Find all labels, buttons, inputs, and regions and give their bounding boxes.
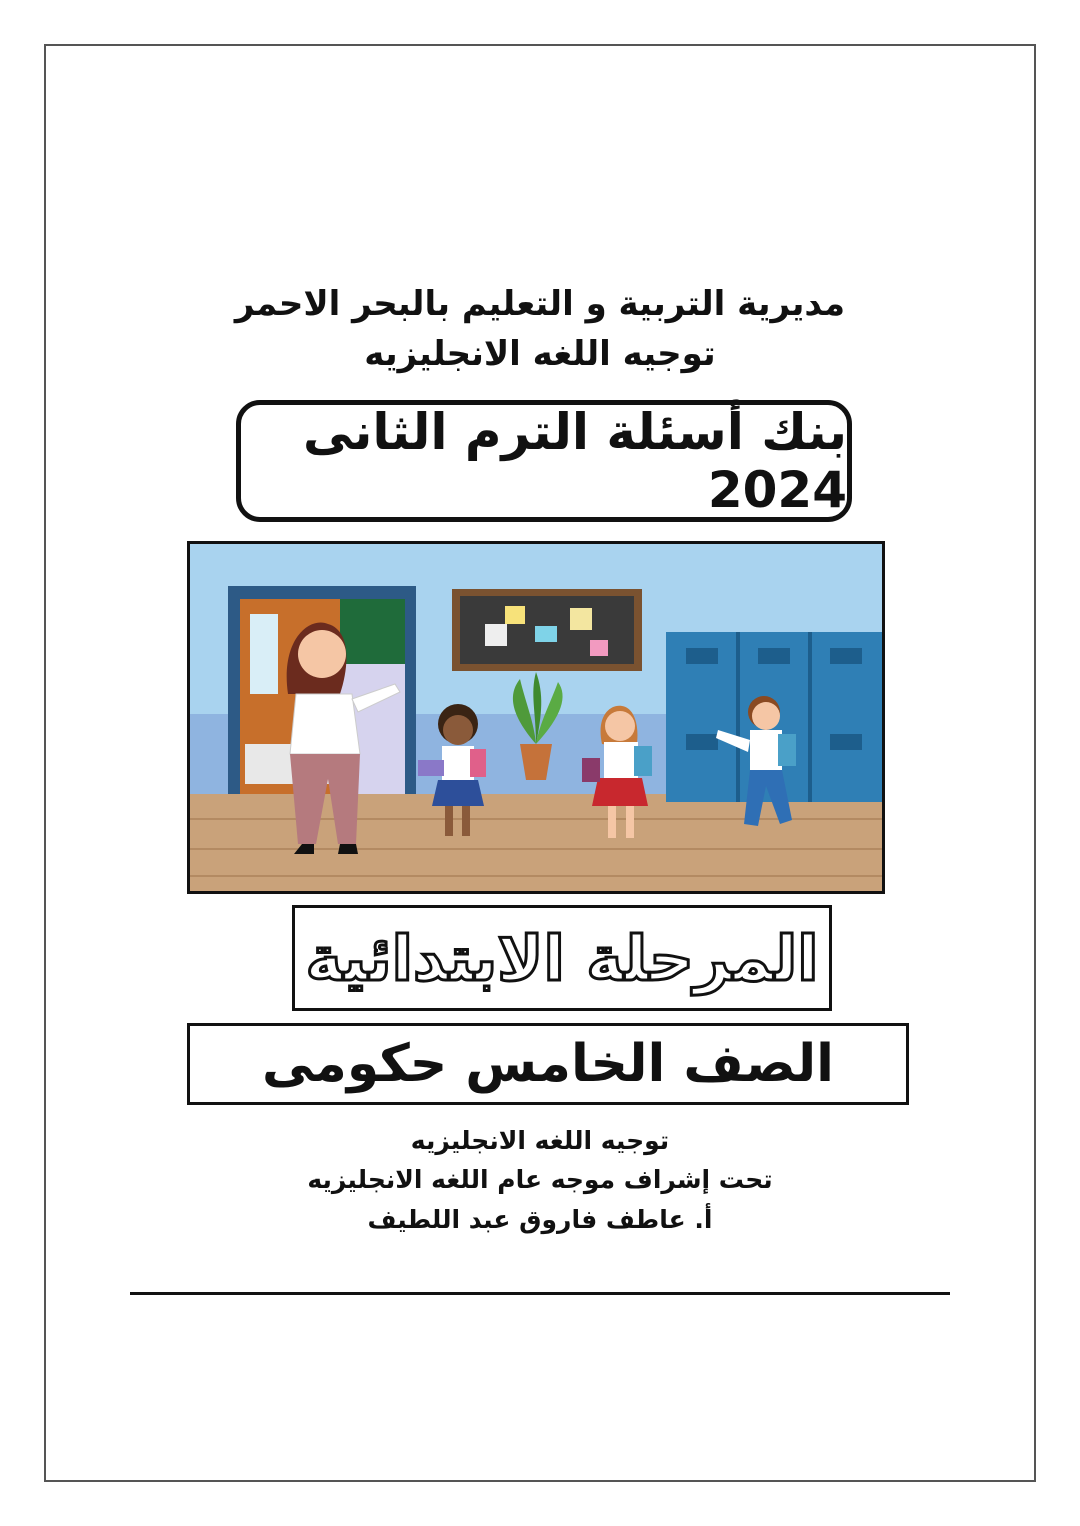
classroom-illustration [187, 541, 885, 894]
title-box [236, 400, 852, 522]
door-window [250, 614, 278, 694]
stage-text: المرحلة الابتدائية [305, 921, 819, 995]
footer-supervisor-name: أ. عاطف فاروق عبد اللطيف [367, 1205, 713, 1234]
stage-box [292, 905, 832, 1011]
footer-department: توجيه اللغه الانجليزيه [410, 1126, 670, 1155]
department-heading: توجيه اللغه الانجليزيه [364, 334, 716, 374]
directorate-heading: مديرية التربية و التعليم بالبحر الاحمر [234, 284, 846, 324]
title-text: بنك أسئلة الترم الثانى 2024 [303, 403, 847, 519]
classroom-scene [190, 544, 882, 891]
footer-supervision: تحت إشراف موجه عام اللغه الانجليزيه [307, 1165, 773, 1194]
grade-box [187, 1023, 909, 1105]
bottom-rule [130, 1292, 950, 1295]
grade-text: الصف الخامس حكومى [262, 1034, 834, 1094]
